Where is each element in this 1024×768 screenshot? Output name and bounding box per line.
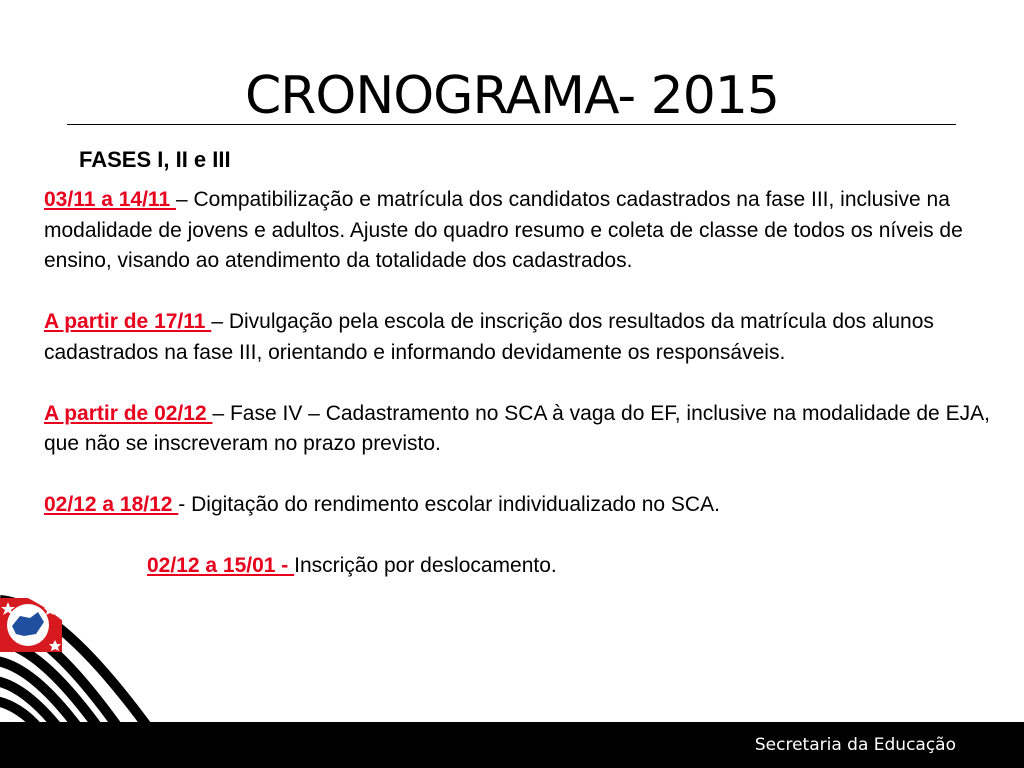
schedule-date: 02/12 a 15/01 - [147, 554, 295, 577]
schedule-entry [44, 185, 1019, 277]
title-divider [67, 124, 956, 125]
schedule-entry [44, 307, 1019, 368]
schedule-entry [44, 399, 1019, 460]
schedule-entry [44, 490, 1019, 521]
schedule-description: – Fase IV – Cadastramento no SCA à vaga do EF, inclusive na modalidade de EJA, que não se inscreveram no prazo previsto. [44, 401, 990, 455]
schedule-date: A partir de 02/12 [44, 401, 213, 425]
slide-title: CRONOGRAMA- 2015 [244, 66, 779, 126]
schedule-date: A partir de 17/11 [44, 310, 212, 333]
schedule-description: - Digitação do rendimento escolar individualizado no SCA. [178, 493, 720, 516]
schedule-description: – Divulgação pela escola de inscrição dos resultados da matrícula dos alunos cadastrados na fase III, orientando e informando devidamente os responsáveis. [44, 310, 934, 364]
footer-label: Secretaria da Educação [754, 735, 956, 755]
sao-paulo-flag-icon [0, 590, 175, 725]
schedule-date: 02/12 a 18/12 [44, 493, 179, 516]
phase-heading: FASES I, II e III [79, 147, 231, 172]
schedule-date: 03/11 a 14/11 [44, 188, 176, 211]
schedule-description: – Compatibilização e matrícula dos candidatos cadastrados na fase III, inclusive na modalidade de jovens e adultos. Ajuste do quadro resumo e coleta de classe de todos os níveis de ensino, visando ao atendimento da totalidade dos cadastrados. [44, 188, 963, 272]
schedule-list [44, 185, 1019, 612]
schedule-description: Inscrição por deslocamento. [294, 554, 557, 577]
schedule-entry [147, 551, 1019, 582]
footer-bar [0, 722, 1024, 768]
